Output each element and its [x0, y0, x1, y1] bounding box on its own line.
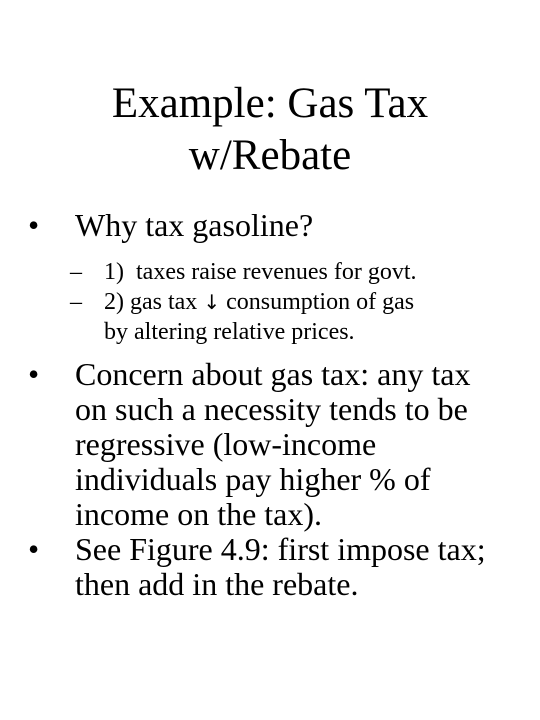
- sub-bullet-marker: –: [70, 259, 82, 285]
- sub-bullet-line-1: [104, 287, 528, 317]
- bullet-why-tax: [28, 208, 528, 243]
- slide-body: [28, 208, 528, 602]
- sub-bullet-text-pre: 2) gas tax: [104, 289, 204, 315]
- sub-bullet-consumption: [70, 287, 528, 347]
- sub-bullet-list: [70, 257, 528, 347]
- slide-title: [0, 78, 540, 182]
- sub-bullet-line-2: by altering relative prices.: [104, 319, 355, 345]
- bullet-line: on such a necessity tends to be: [75, 391, 468, 427]
- bullet-line: regressive (low-income: [75, 426, 377, 462]
- sub-bullet-text: 1) taxes raise revenues for govt.: [104, 259, 417, 285]
- bullet-concern: [28, 357, 528, 532]
- bullet-line: then add in the rebate.: [75, 566, 359, 602]
- sub-bullet-text-post: consumption of gas: [220, 289, 415, 315]
- down-arrow-icon: ↓: [203, 290, 221, 314]
- bullet-line: Concern about gas tax: any tax: [75, 356, 471, 392]
- bullet-line: income on the tax).: [75, 496, 323, 532]
- sub-bullet-marker: –: [70, 289, 82, 315]
- sub-bullet-revenues: [70, 257, 528, 287]
- bullet-marker: •: [28, 531, 40, 567]
- bullet-text: Why tax gasoline?: [75, 207, 314, 243]
- title-line-1: Example: Gas Tax: [111, 80, 429, 127]
- bullet-marker: •: [28, 356, 40, 392]
- bullet-line: individuals pay higher % of: [75, 461, 431, 497]
- title-line-2: w/Rebate: [188, 132, 352, 179]
- bullet-figure: [28, 532, 528, 602]
- bullet-line: See Figure 4.9: first impose tax;: [75, 531, 486, 567]
- bullet-marker: •: [28, 207, 40, 243]
